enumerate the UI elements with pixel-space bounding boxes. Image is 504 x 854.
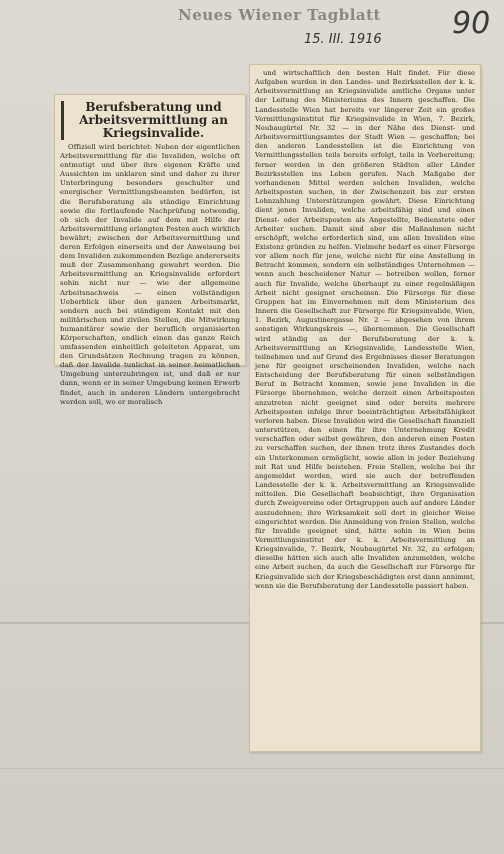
article-column-right: [255, 69, 475, 591]
article-text-left: Offiziell wird berichtet: Neben der eigentlichen Arbeitsvermittlung für die Invaliden, welche oft entmutigt und über ihre eigenen Kräfte und Aussichten im unklaren sind und daher zu ihrer Unterbringung besonders geschulter und energischer Vermittlungsbeamten bedürfen, ist die Berufsberatung als ständige Einrichtung sowie die fortlaufende Nachprüfung notwendig, ob sich der Invalide auf dem mit Hilfe der Arbeitsvermittlung erlangten Posten auch wirklich bewährt; zwischen der Arbeitsvermittlung und deren Erfolgen einerseits und der Anweisung bei dem Invaliden zukommenden Bezüge andererseits muß der Zusammenhang gewahrt werden. Die Arbeitsvermittlung an Kriegsinvalide erfordert sohin nicht nur — wie der allgemeine Arbeitsnachweis — einen vollständigen Ueberblick über den ganzen Arbeitsmarkt, sondern auch bei ständigem Kontakt mit den militärischen und zivilen Stellen, die Mitwirkung humanitärer sowie der beruflich organisierten Körperschaften, endlich einen das ganze Reich umfassenden einheitlich geleiteten Apparat, um den Grundsätzen Rechnung tragen zu können, daß der Invalide tunlichst in seiner heimatlichen Umgebung unterzubringen ist, und daß er nur dann, wenn er in seiner Umgebung keinen Erwerb findet, auch in anderen Ländern untergebracht werden soll, wo er moralisch: [60, 143, 240, 406]
newspaper-masthead: Neues Wiener Tagblatt: [178, 6, 381, 24]
article-headline: Berufsberatung und Arbeitsvermittlung an Kriegsinvalide.: [61, 101, 239, 140]
clipping-left: [54, 94, 246, 406]
paper-fold-lower: [0, 768, 504, 769]
clipping-right: [249, 64, 481, 752]
handwritten-page-number: 90: [452, 6, 491, 41]
article-text-right: und wirtschaftlich den besten Halt findet. Für diese Aufgaben wurden in den Landes- und Bezirksstellen der k. k. Arbeitsvermittlung an Kriegsinvalide amtliche Organe unter der Leitung des Ministeriums des Innern geschaffen. Die Landesstelle Wien hat bereits vor längerer Zeit ein großes Vermittlungsinstitut für Kriegsinvalide in Wien, 7. Bezirk, Neubaugürtel Nr. 32 — in der Nähe des Dienst- und Arbeitsvermittlungsamtes der Stadt Wien — geschaffen; bei den anderen Landesstellen ist die Einrichtung von Vermittlungsstellen teils bereits erfolgt, teils in Vorbereitung; ferner werden in den größeren Städten aller Länder Bezirksstellen ins Leben gerufen. Nach Maßgabe der vorhandenen Mittel werden solchen Invaliden, welche Arbeitsposten suchen, in der Zwischenzeit bis zur ersten Lohnzahlung Unterstützungen gewährt. Diese Einrichtung dient jenen Invaliden, welche arbeitsfähig sind und einen Dienst- oder Arbeitsposten als Angestellte, Bedienstete oder Arbeiter suchen. Damit sind aber die Maßnahmen nicht erschöpft, welche erforderlich sind, um allen Invaliden eine Existenz gründen zu helfen. Vielmehr bedarf es einer Fürsorge vor allem noch für jene, welche nicht für eine Anstellung in Betracht kommen, sondern ein selbständiges Unternehmen — wenn auch bescheidener Natur — betreiben wollen, ferner auch für Invalide, welche überhaupt zu einer regelmäßigen Arbeit nicht geeignet erscheinen. Die Fürsorge für diese Gruppen hat im Einvernehmen mit dem Ministerium des Innern die Gesellschaft zur Fürsorge für Kriegsinvalide, Wien, 1. Bezirk, Augustinergasse Nr. 2 — abgesehen von ihrem sonstigen Wirkungskreis —, übernommen. Die Gesellschaft wird ständig an der Berufsberatung der k. k. Arbeitsvermittlung an Kriegsinvalide, Landesstelle Wien, teilnehmen und auf Grund des Ergebnisses dieser Beratungen jene für geeignet erscheinenden Invaliden, welche nach Entscheidung der Berufsberatung für einen selbständigen Beruf in Betracht kommen, sowie jene Invaliden in die Fürsorge übernehmen, welche derzeit einen Arbeitsposten anzutreten nicht geeignet sind oder bereits mehrere Arbeitsposten infolge ihrer beeinträchtigten Arbeitsfähigkeit verloren haben. Diese Invaliden wird die Gesellschaft finanziell unterstützen, den einen für ihre Unternehmung Kredit verschaffen oder selbst gewähren, den anderen einen Posten zu verschaffen suchen, der ihnen trotz ihres Zustandes doch ein Unterkommen ermöglicht, sowie allen in jeder Beziehung mit Rat und Hilfe beistehen. Freie Stellen, welche bei ihr angemeldet werden, wird sie auch der betreffenden Landesstelle der k. k. Arbeitsvermittlung an Kriegsinvalide mitteilen. Die Gesellschaft beabsichtigt, ihre Organisation durch Zweigvereine oder Ortsgruppen auch auf andere Länder auszudehnen; ihre Wirksamkeit soll dort in gleicher Weise eingerichtet werden. Die Anmeldung von freien Stellen, welche für Invalide geeignet sind, hätte sohin in Wien beim Vermittlungsinstitut der k. k. Arbeitsvermittlung an Kriegsinvalide, 7. Bezirk, Neubaugürtel Nr. 32, zu erfolgen; dieselbe hätten sich auch alle Invaliden anzumelden, welche eine Arbeit suchen, da auch die Gesellschaft zur Fürsorge für Kriegsinvalide sich der Kriegsbeschädigten erst dann annimmt, wenn sie die Berufsberatung der Landesstelle passiert haben.: [255, 69, 475, 590]
handwritten-date: 15. III. 1916: [304, 32, 382, 47]
article-column-left: [60, 143, 240, 407]
